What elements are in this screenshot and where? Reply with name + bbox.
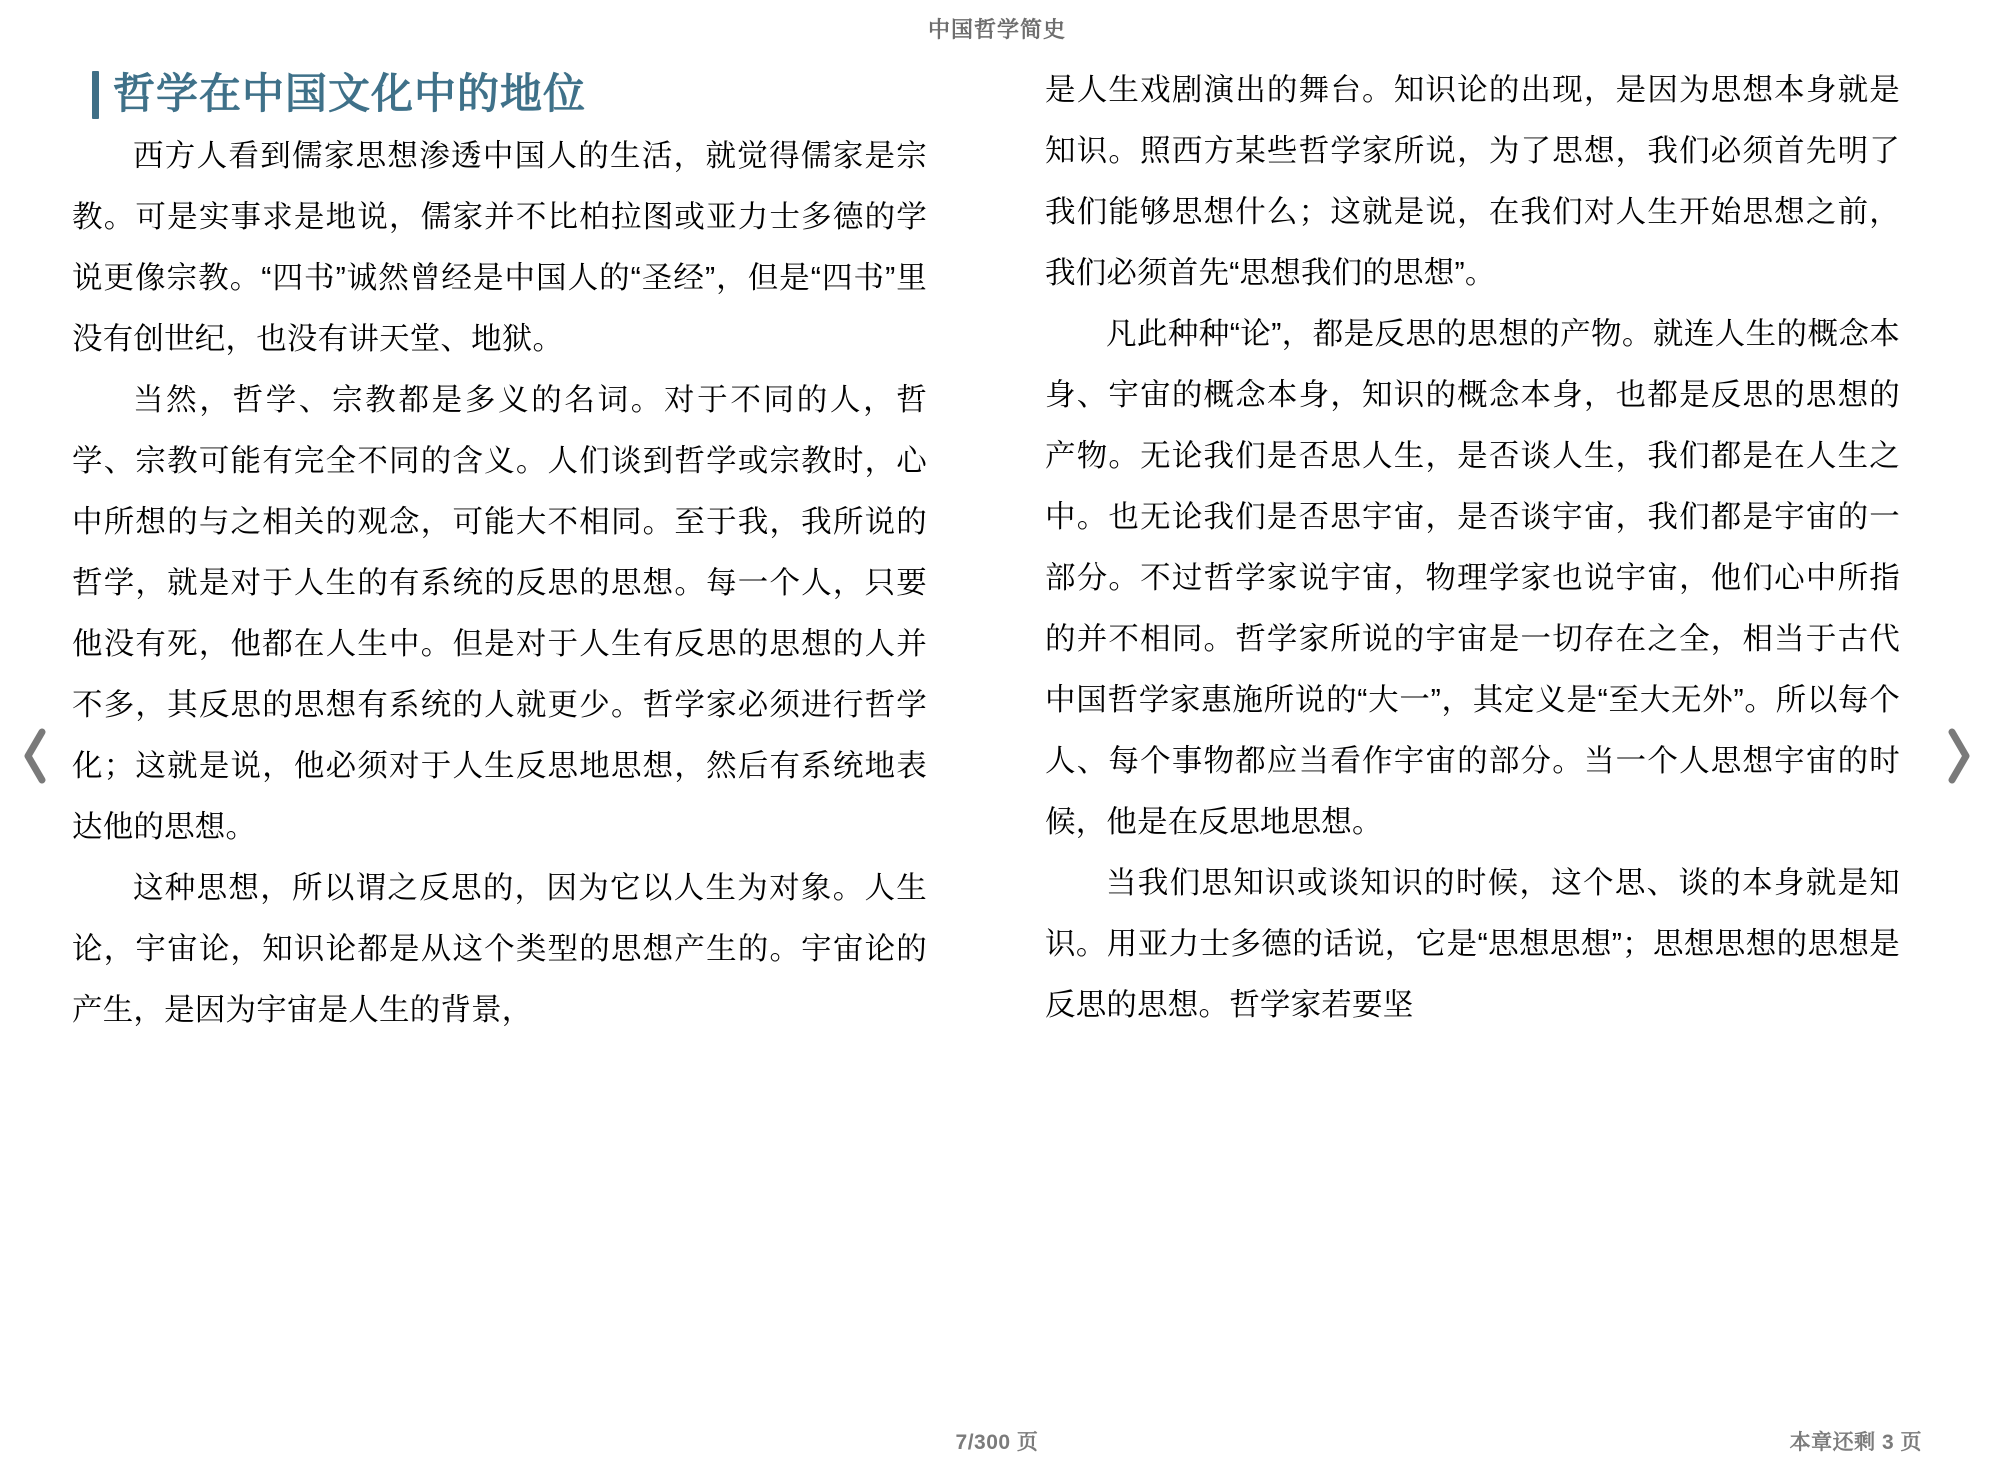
- reader-footer: [0, 1400, 1994, 1478]
- page-indicator: 7/300 页: [955, 1431, 1039, 1454]
- paragraph: 当我们思知识或谈知识的时候，这个思、谈的本身就是知识。用亚力士多德的话说，它是“思想思想”；思想思想的思想是反思的思想。哲学家若要坚: [1045, 866, 1900, 1022]
- paragraph: 是人生戏剧演出的舞台。知识论的出现，是因为思想本身就是知识。照西方某些哲学家所说，为了思想，我们必须首先明了我们能够思想什么；这就是说，在我们对人生开始思想之前，我们必须首先“思想我们的思想”。: [1045, 73, 1900, 290]
- paragraph: 西方人看到儒家思想渗透中国人的生活，就觉得儒家是宗教。可是实事求是地说，儒家并不比柏拉图或亚力士多德的学说更像宗教。“四书”诚然曾经是中国人的“圣经”，但是“四书”里没有创世纪，也没有讲天堂、地狱。: [72, 139, 927, 356]
- paragraph: 凡此种种“论”，都是反思的思想的产物。就连人生的概念本身、宇宙的概念本身，知识的概念本身，也都是反思的思想的产物。无论我们是否思人生，是否谈人生，我们都是在人生之中。也无论我们是否思宇宙，是否谈宇宙，我们都是宇宙的一部分。不过哲学家说宇宙，物理学家也说宇宙，他们心中所指的并不相同。哲学家所说的宇宙是一切存在之全，相当于古代中国哲学家惠施所说的“大一”，其定义是“至大无外”。所以每个人、每个事物都应当看作宇宙的部分。当一个人思想宇宙的时候，他是在反思地思想。: [1045, 317, 1900, 839]
- paragraph: 当然，哲学、宗教都是多义的名词。对于不同的人，哲学、宗教可能有完全不同的含义。人们谈到哲学或宗教时，心中所想的与之相关的观念，可能大不相同。至于我，我所说的哲学，就是对于人生的有系统的反思的思想。每一个人，只要他没有死，他都在人生中。但是对于人生有反思的思想的人并不多，其反思的思想有系统的人就更少。哲学家必须进行哲学化；这就是说，他必须对于人生反思地思想，然后有系统地表达他的思想。: [72, 383, 927, 844]
- chapter-remaining-label: 本章还剩 3 页: [1789, 1431, 1922, 1454]
- page-content-area: [0, 60, 1994, 1400]
- chevron-left-icon: [20, 726, 50, 786]
- chapter-heading: [92, 68, 927, 122]
- paragraph: 这种思想，所以谓之反思的，因为它以人生为对象。人生论，宇宙论，知识论都是从这个类型的思想产生的。宇宙论的产生，是因为宇宙是人生的背景，: [72, 871, 927, 1027]
- next-page-button[interactable]: [1932, 722, 1986, 790]
- heading-accent-bar: [92, 71, 99, 119]
- text-column-left: [72, 60, 927, 1400]
- text-column-right: [1045, 60, 1900, 1400]
- chevron-right-icon: [1944, 726, 1974, 786]
- book-title: 中国哲学简史: [927, 17, 1066, 42]
- reader-header: [0, 0, 1994, 60]
- previous-page-button[interactable]: [8, 722, 62, 790]
- chapter-heading-text: 哲学在中国文化中的地位: [113, 70, 587, 117]
